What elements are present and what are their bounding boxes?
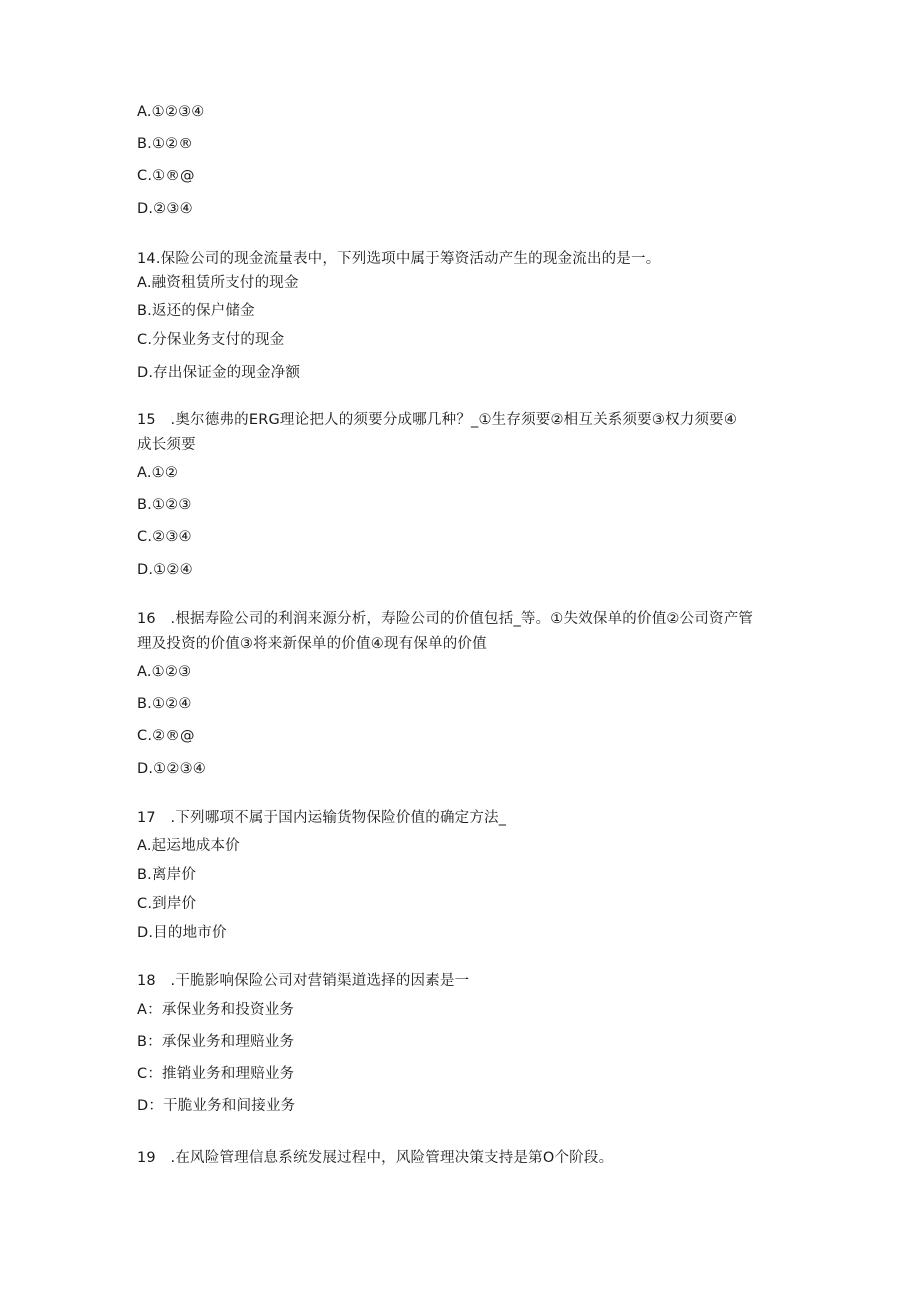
q16-stem-line1: 16 .根据寿险公司的利润来源分析，寿险公司的价值包括_等。①失效保单的价值②公司资产管 xyxy=(137,611,754,627)
q13-option-d: D.②③④ xyxy=(137,201,193,217)
q15-option-a: A.①② xyxy=(137,465,179,481)
q18-option-d: D：干脆业务和间接业务 xyxy=(137,1098,296,1114)
q16-option-c: C.②®@ xyxy=(137,728,195,744)
q17-option-c: C.到岸价 xyxy=(137,896,197,912)
q18-option-c: C：推销业务和理赔业务 xyxy=(137,1066,295,1082)
q14-option-b: B.返还的保户储金 xyxy=(137,303,255,319)
q13-option-a: A.①②③④ xyxy=(137,104,205,120)
q17-option-b: B.离岸价 xyxy=(137,867,197,883)
q18-stem: 18 .干脆影响保险公司对营销渠道选择的因素是一 xyxy=(137,973,470,989)
q18-option-b: B：承保业务和理赔业务 xyxy=(137,1034,295,1050)
q15-option-d: D.①②④ xyxy=(137,562,193,578)
q15-stem-line1: 15 .奥尔德弗的ERG理论把人的须要分成哪几种？_①生存须要②相互关系须要③权力须要④ xyxy=(137,412,738,428)
q16-option-d: D.①②③④ xyxy=(137,761,206,777)
q14-stem: 14.保险公司的现金流量表中，下列选项中属于筹资活动产生的现金流出的是一。 xyxy=(137,251,661,267)
q13-option-b: B.①②® xyxy=(137,136,194,152)
q16-option-a: A.①②③ xyxy=(137,664,192,680)
q18-option-a: A：承保业务和投资业务 xyxy=(137,1002,295,1018)
q17-option-d: D.目的地市价 xyxy=(137,925,227,941)
q15-stem-line2: 成长须要 xyxy=(137,437,196,453)
q13-option-c: C.①®@ xyxy=(137,168,195,184)
q17-stem: 17 .下列哪项不属于国内运输货物保险价值的确定方法_ xyxy=(137,810,507,826)
q16-stem-line2: 理及投资的价值③将来新保单的价值④现有保单的价值 xyxy=(137,636,487,652)
q19-stem: 19 .在风险管理信息系统发展过程中，风险管理决策支持是第O个阶段。 xyxy=(137,1150,614,1166)
q14-option-d: D.存出保证金的现金净额 xyxy=(137,365,301,381)
q14-option-a: A.融资租赁所支付的现金 xyxy=(137,275,299,291)
q16-option-b: B.①②④ xyxy=(137,696,192,712)
q14-option-c: C.分保业务支付的现金 xyxy=(137,332,285,348)
q17-option-a: A.起运地成本价 xyxy=(137,838,240,854)
q15-option-c: C.②③④ xyxy=(137,529,192,545)
q15-option-b: B.①②③ xyxy=(137,497,192,513)
